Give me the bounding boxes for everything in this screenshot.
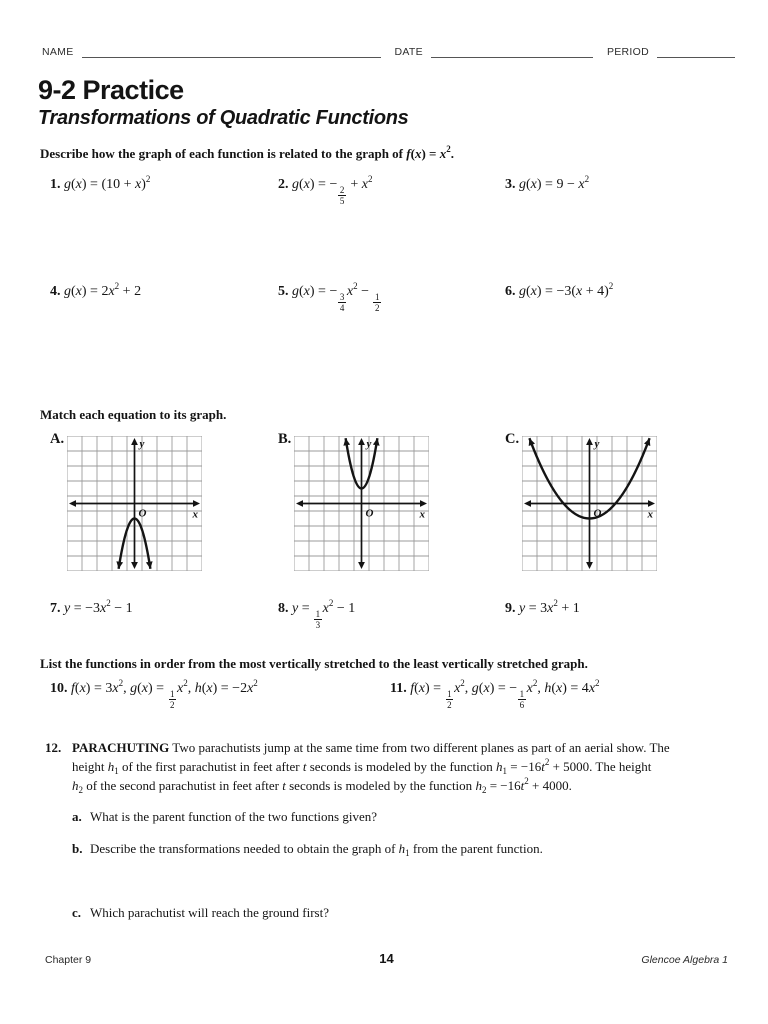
equation-7: $y = -3x^2 - 1$ [64, 598, 133, 616]
problem-12c-text: Which parachutist will reach the ground first? [90, 905, 329, 921]
page-subtitle: Transformations of Quadratic Functions [38, 107, 409, 130]
svg-text:O: O [365, 507, 374, 520]
instruction-describe: Describe how the graph of each function is related to the graph of $f(x) = x^2$. [40, 144, 454, 161]
graph-c [522, 436, 657, 571]
graph-a [67, 436, 202, 571]
problem-8: 8. y = $\frac{1}{3}$ $x^2 - 1$ [278, 598, 356, 630]
problem-10: 10. $f(x) = 3x^2$, g(x) = $\frac{1}{2}$ $x^2$, $h(x) = -2x^2$ [50, 678, 258, 710]
footer-book-title: Glencoe Algebra 1 [641, 954, 729, 966]
svg-text:O: O [593, 507, 602, 520]
equation-11: f(x) = $\frac{1}{2}$ $x^2$, g(x) = − $\frac{1}{6}$ $x^2$, $h(x) = 4x^2$ [410, 678, 600, 710]
svg-text:y: y [139, 438, 145, 450]
graph-b [294, 436, 429, 571]
problem-5: 5. g(x) = − $\frac{3}{4}$ $x^2$ − $\frac{1}{2}$ [278, 284, 505, 313]
equation-5: g(x) = − $\frac{3}{4}$ $x^2$ − $\frac{1}{2}$ [292, 281, 380, 313]
equation-2: g(x) = − $\frac{2}{5}$ + $x^2$ [292, 174, 373, 206]
graph-c-label: C. [505, 431, 520, 447]
graph-c-block [505, 431, 748, 571]
problem-12b: b. Describe the transformations needed to obtain the graph of $h_1$ from the parent function. [72, 841, 543, 859]
problem-12-number: 12. [45, 740, 62, 755]
equation-1: $g(x) = (10 + x)^2$ [64, 174, 151, 192]
svg-text:x: x [647, 508, 654, 521]
svg-text:y: y [366, 438, 372, 450]
graph-b-block [278, 431, 505, 571]
equation-9: $y = 3x^2 + 1$ [519, 598, 580, 616]
equation-3: $g(x) = 9 - x^2$ [519, 174, 590, 192]
problem-6: 6. $g(x) = -3(x + 4)^2$ [505, 281, 614, 299]
problem-1: 1. $g(x) = (10 + x)^2$ [50, 174, 151, 192]
footer [45, 951, 728, 966]
problem-2: 2. g(x) = − $\frac{2}{5}$ + $x^2$ [278, 174, 373, 206]
equation-6: $g(x) = -3(x + 4)^2$ [519, 281, 614, 299]
equation-10: $f(x) = 3x^2$, g(x) = $\frac{1}{2}$ $x^2$, $h(x) = -2x^2$ [71, 678, 258, 710]
title-block [38, 76, 409, 130]
period-blank-line [657, 46, 735, 58]
svg-text:x: x [419, 508, 426, 521]
header [42, 46, 735, 58]
period-label: PERIOD [606, 46, 649, 58]
problems-row-10-11 [50, 678, 748, 710]
date-blank-line [431, 46, 593, 58]
page-title: 9-2 Practice [38, 75, 184, 105]
footer-chapter: Chapter 9 [45, 954, 92, 966]
instruction-match: Match each equation to its graph. [40, 407, 227, 422]
equation-8: y = $\frac{1}{3}$ $x^2 - 1$ [292, 598, 356, 630]
problem-12b-text: Describe the transformations needed to obtain the graph of $h_1$ from the parent function. [90, 841, 543, 859]
problem-7: 7. $y = -3x^2 - 1$ [50, 598, 133, 616]
equation-4: $g(x) = 2x^2 + 2$ [64, 281, 142, 299]
name-blank-line [82, 46, 381, 58]
problem-11: 11. f(x) = $\frac{1}{2}$ $x^2$, g(x) = − $\frac{1}{6}$ $x^2$, $h(x) = 4x^2$ [390, 678, 600, 710]
problems-row-7-9 [50, 598, 748, 630]
graph-a-block [50, 431, 278, 571]
date-label: DATE [394, 46, 423, 58]
graphs-row [50, 431, 748, 571]
svg-text:x: x [192, 508, 199, 521]
graph-a-label: A. [50, 431, 65, 447]
graph-b-label: B. [278, 431, 292, 447]
problem-12a: a. What is the parent function of the two functions given? [72, 808, 745, 827]
problem-4: 4. $g(x) = 2x^2 + 2$ [50, 281, 142, 299]
problem-9: 9. $y = 3x^2 + 1$ [505, 598, 580, 616]
svg-text:y: y [594, 438, 600, 450]
problems-row-4-6 [50, 281, 748, 313]
footer-page-number: 14 [379, 951, 394, 966]
svg-text:O: O [138, 507, 147, 520]
problem-12-body: PARACHUTING Two parachutists jump at the same time from two different planes as part of an aerial show. The height $h_1$ of the first parachutist in feet after t seconds is modeled by the function $h_1 = -16t^2 + 5000$. The height $h_2$ of the second parachutist in feet after t seconds is modeled by the function $h_2 = -16t^2 + 4000$. [72, 740, 670, 795]
problem-12c: c. Which parachutist will reach the ground first? [72, 904, 745, 923]
problem-12 [45, 739, 745, 923]
instruction-stretch: List the functions in order from the most vertically stretched to the least vertically stretched graph. [40, 656, 588, 671]
problem-3: 3. $g(x) = 9 - x^2$ [505, 174, 590, 192]
problems-row-1-3 [50, 174, 748, 206]
problem-12a-text: What is the parent function of the two functions given? [90, 808, 378, 824]
name-label: NAME [42, 46, 74, 58]
